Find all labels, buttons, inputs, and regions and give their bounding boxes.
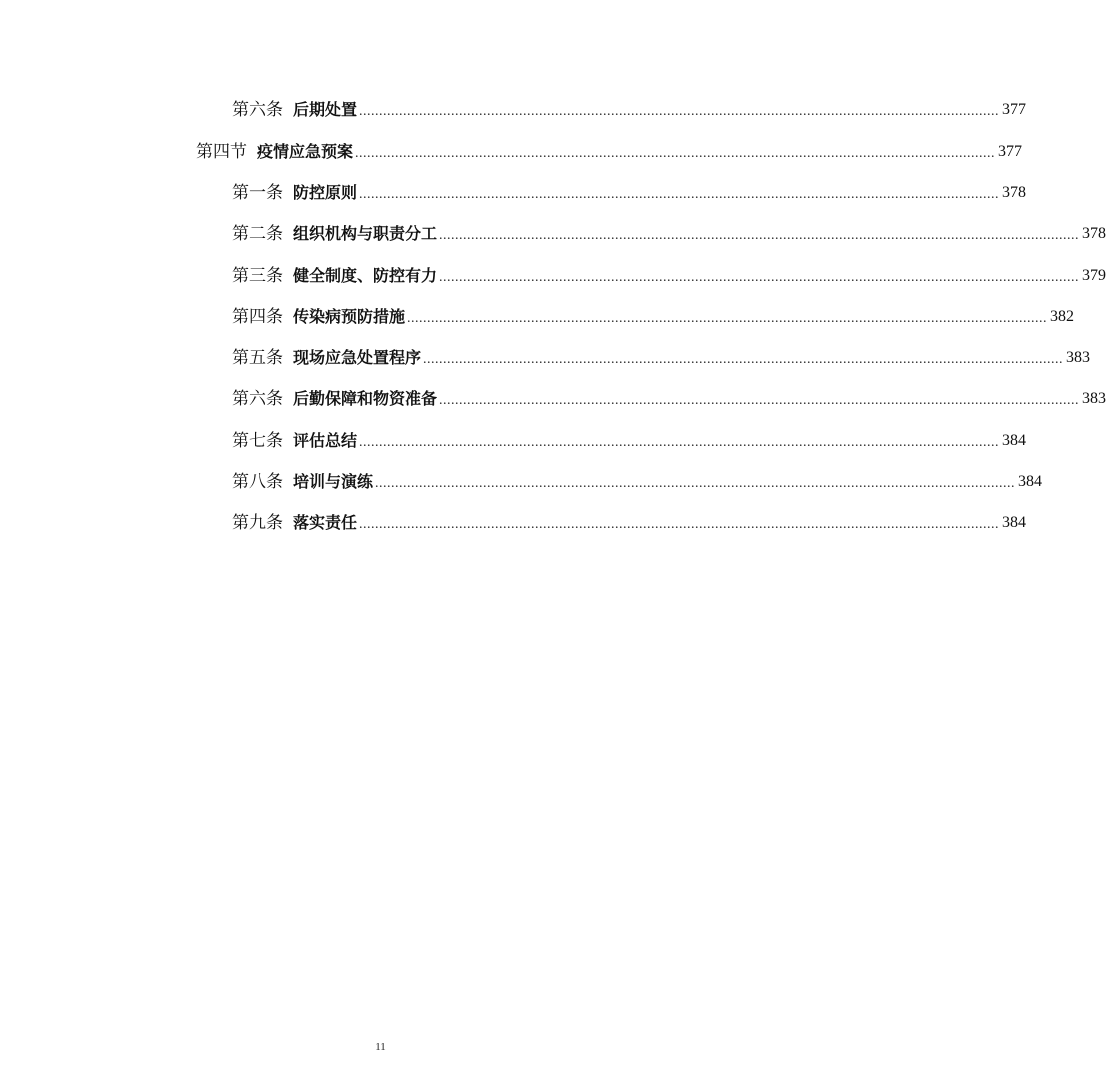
toc-entry-number: 第八条 xyxy=(232,472,283,492)
toc-entry-page: 383 xyxy=(1066,349,1091,366)
dot-leader: ................................................................................................................................................................ xyxy=(359,517,1000,532)
toc-entry[interactable] xyxy=(232,386,1106,412)
toc-entry-title: 培训与演练 xyxy=(293,472,374,491)
toc-entry-page: 384 xyxy=(1002,514,1027,531)
toc-entry-number: 第三条 xyxy=(232,266,283,286)
toc-entry-number: 第九条 xyxy=(232,513,283,533)
toc-entry-number: 第四节 xyxy=(196,142,247,162)
dot-leader: ................................................................................................................................................................ xyxy=(359,435,1000,450)
dot-leader: ................................................................................................................................................................ xyxy=(359,104,1000,119)
toc-entry-title: 健全制度、防控有力 xyxy=(293,266,438,285)
toc-entry[interactable] xyxy=(232,180,1027,206)
toc-entry[interactable] xyxy=(232,304,1075,330)
toc-entry-title: 组织机构与职责分工 xyxy=(293,224,438,243)
toc-entry[interactable] xyxy=(232,510,1027,536)
toc-entry-page: 378 xyxy=(1002,184,1027,201)
toc-entry-number: 第二条 xyxy=(232,224,283,244)
toc-entry-number: 第五条 xyxy=(232,348,283,368)
toc-entry-title: 后勤保障和物资准备 xyxy=(293,389,438,408)
dot-leader: ................................................................................................................................................................ xyxy=(439,270,1080,285)
toc-entry-number: 第四条 xyxy=(232,307,283,327)
toc-entry-title: 现场应急处置程序 xyxy=(293,348,422,367)
dot-leader: ................................................................................................................................................................ xyxy=(355,146,996,161)
toc-entry[interactable] xyxy=(232,263,1106,289)
toc-entry-page: 383 xyxy=(1082,390,1106,407)
toc-entry-title: 落实责任 xyxy=(293,513,358,532)
toc-entry[interactable] xyxy=(232,469,1043,495)
toc-entry-title: 疫情应急预案 xyxy=(257,142,354,161)
toc-entry-title: 评估总结 xyxy=(293,431,358,450)
toc-entry[interactable] xyxy=(232,345,1091,371)
toc-entry-page: 384 xyxy=(1002,432,1027,449)
dot-leader: ................................................................................................................................................................ xyxy=(375,476,1016,491)
toc-entry-number: 第一条 xyxy=(232,183,283,203)
toc-entry-title: 后期处置 xyxy=(293,100,358,119)
dot-leader: ................................................................................................................................................................ xyxy=(439,393,1080,408)
toc-entry-number: 第六条 xyxy=(232,389,283,409)
toc-entry-title: 防控原则 xyxy=(293,183,358,202)
toc-entry[interactable] xyxy=(196,139,1023,165)
toc-entry-page: 382 xyxy=(1050,308,1075,325)
toc-entry-page: 379 xyxy=(1082,267,1106,284)
page-number: 11 xyxy=(375,1041,386,1053)
toc-entry-page: 377 xyxy=(1002,101,1027,118)
toc-entry[interactable] xyxy=(232,428,1027,454)
dot-leader: ................................................................................................................................................................ xyxy=(359,187,1000,202)
dot-leader: ................................................................................................................................................................ xyxy=(407,311,1048,326)
toc-entry-page: 384 xyxy=(1018,473,1043,490)
toc-entry-number: 第六条 xyxy=(232,100,283,120)
toc-entry[interactable] xyxy=(232,221,1106,247)
toc-entry-number: 第七条 xyxy=(232,431,283,451)
dot-leader: ................................................................................................................................................................ xyxy=(439,228,1080,243)
toc-entry-page: 377 xyxy=(998,143,1023,160)
toc-entry-page: 378 xyxy=(1082,225,1106,242)
toc-entry-title: 传染病预防措施 xyxy=(293,307,406,326)
dot-leader: ................................................................................................................................................................ xyxy=(423,352,1064,367)
toc-entry[interactable] xyxy=(232,97,1027,123)
